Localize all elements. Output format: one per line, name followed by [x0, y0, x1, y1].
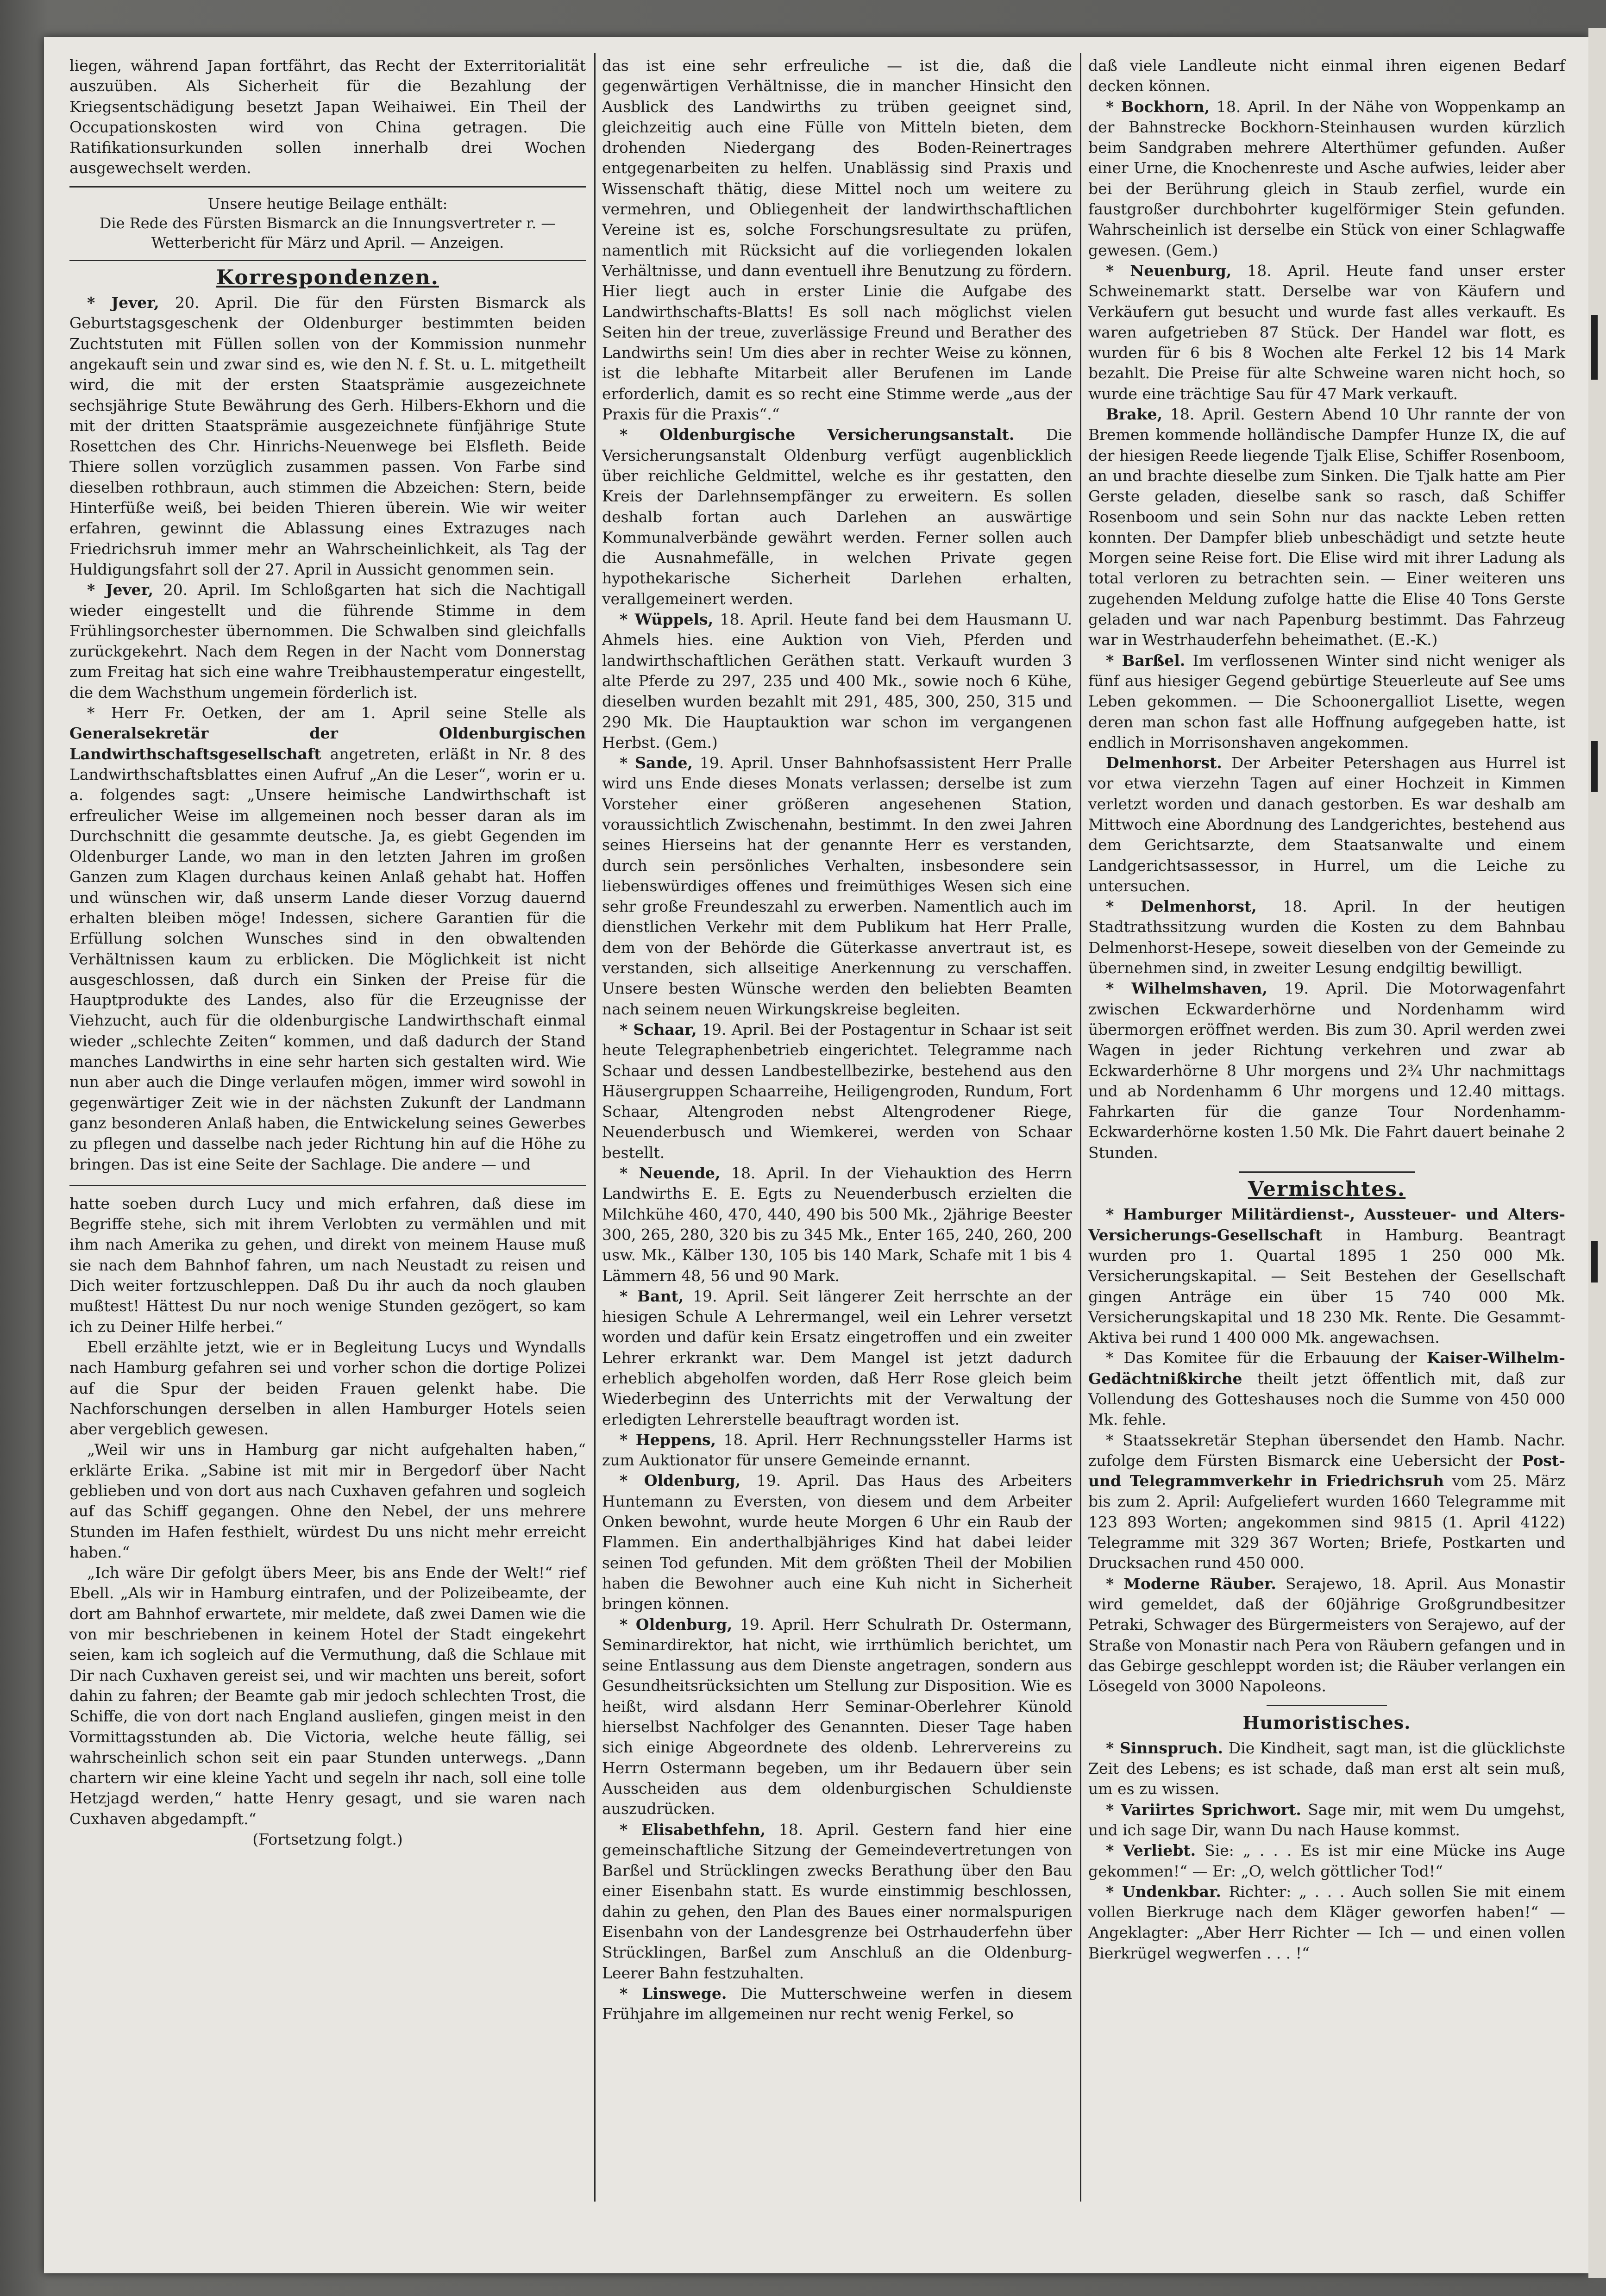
- article-body: Die Versicherungsanstalt Oldenburg verfügt augenblicklich über reichliche Geldmittel, welche es ihr gestatten, den Kreis der Darlehnsempfänger zu erweitern. Es sollen deshalb fortan auch Darlehen an auswärtige Kommunalverbände gewährt werden. Ferner sollen auch die Ausnahmefälle, in welchen Private gegen hypothekarische Sicherheit Darlehen erhalten, verallgemeinert werden.: [602, 425, 1073, 608]
- article-emphasis: Generalsekretär der Oldenburgischen Landwirthschaftsgesellschaft: [69, 724, 586, 763]
- adjacent-page-edge: [1588, 28, 1606, 2278]
- article-body: Im verflossenen Winter sind nicht weniger als fünf aus hiesiger Gegend gebürtige Steuerleute auf See ums Leben gekommen. — Die Schoonergalliot Lisette, wegen deren man schon fast alle Hoffnung aufgegeben hatte, ist endlich in Morrisonshaven angekommen.: [1088, 651, 1565, 751]
- article-lead: * Barßel.: [1106, 651, 1186, 669]
- article-lead: * Bockhorn,: [1106, 97, 1210, 116]
- article-lead: Delmenhorst.: [1106, 754, 1222, 772]
- article-lead: * Sinnspruch.: [1106, 1739, 1223, 1757]
- article-moderne-raeuber: [1088, 1574, 1565, 1697]
- article-body: 19. April. Die Motorwagenfahrt zwischen Eckwarderhörne und Nordenhamm wird übermorgen eröffnet werden. Bis zum 30. April werden zwei Wagen in jeder Richtung verkehren und zwar ab Eckwarderhörne 8 Uhr morgens und 2¾ Uhr nachmittags und ab Nordenhamm 6 Uhr morgens und 12.40 mittags. Fahrkarten für die ganze Tour Nordenhamm-Eckwarderhörne kosten 1.50 Mk. Die Fahrt dauert beinahe 2 Stunden.: [1088, 979, 1565, 1162]
- divider: [1239, 1171, 1415, 1173]
- article-barssel: [1088, 651, 1565, 753]
- article-linswege: [602, 1983, 1072, 2025]
- article-continuation: daß viele Landleute nicht einmal ihren eigenen Bedarf decken können.: [1088, 56, 1565, 95]
- article-stephan: [1088, 1430, 1565, 1574]
- article-lead: * Heppens,: [620, 1430, 716, 1449]
- article-body: 18. April. Heute fand unser erster Schweinemarkt statt. Derselbe war von Käufern und Verkäufern gut besucht und wurde fast alles verkauft. Es waren aufgetrieben 87 Stück. Der Handel war flott, es wurden für 6 bis 8 Wochen alte Ferkel 12 bis 14 Mark bezahlt. Die Preise für alte Schweine waren nicht hoch, so wurde eine trächtige Sau für 47 Mark verkauft.: [1088, 261, 1565, 403]
- article-body: 19. April. Seit längerer Zeit herrschte an der hiesigen Schule A Lehrermangel, weil ein Lehrer versetzt worden und dafür kein Ersatz eingetroffen und ein zweiter Lehrer erkrankt war. Dem Mangel ist jetzt dadurch erheblich abgeholfen worden, daß Herr Rose gleich beim Wiederbeginn des Unterrichts mit der Verwaltung der erledigten Lehrerstelle beauftragt worden ist.: [602, 1287, 1072, 1428]
- joke-undenkbar: [1088, 1882, 1565, 1964]
- article-neuenburg: [1088, 261, 1565, 404]
- article-body: * Das Komitee für die Erbauung der: [1106, 1349, 1417, 1367]
- article-jever-1: [69, 293, 586, 580]
- article-body: Richter: „ . . . Auch sollen Sie mit einem vollen Bierkruge nach dem Kläger geworfen haben!“ — Angeklagter: „Aber Herr Richter — Ich — und einen vollen Bierkrügel wegwerfen . . . !“: [1088, 1882, 1565, 1962]
- article-lead: * Oldenburg,: [620, 1471, 741, 1490]
- article-brake: [1088, 404, 1565, 651]
- column-rule-1: [594, 53, 596, 2202]
- column-1: [69, 56, 586, 1850]
- article-emphasis: Kaiser-Wilhelm-Gedächtnißkirche: [1088, 1349, 1566, 1388]
- section-heading-korrespondenzen: Korrespondenzen.: [216, 265, 439, 289]
- joke-sinnspruch: [1088, 1738, 1565, 1800]
- article-lead: * Wüppels,: [620, 610, 714, 629]
- article-gedaechtniskirche: [1088, 1348, 1565, 1430]
- feuilleton-paragraph: „Ich wäre Dir gefolgt übers Meer, bis ans Ende der Welt!“ rief Ebell. „Als wir in Hamburg eintrafen, und der Polizeibeamte, der dort am Bahnhof erwartete, mir meldete, daß zwei Damen wie die von mir beschriebenen in keinem Hotel der Stadt eingekehrt seien, kam ich sogleich auf die Vermuthung, daß die Schlaue mit Dir nach Cuxhaven gereist sei, und wir machten uns bereit, sofort dahin zu fahren; der Beamte gab mir jedoch schlechten Trost, die Schiffe, die von dort nach England ausliefen, gingen meist in den Vormittagsstunden ab. Die Victoria, welche heute fällig, sei wahrscheinlich schon seit ein paar Stunden unterwegs. „Dann chartern wir eine kleine Yacht und segeln ihr nach, soll eine tolle Hetzjagd werden,“ hatte Henry gesagt, und sie waren nach Cuxhaven abgedampft.“: [69, 1564, 586, 1828]
- article-lead: * Linswege.: [620, 1984, 727, 2002]
- section-heading-humoristisches: Humoristisches.: [1242, 1712, 1411, 1733]
- article-body: Die Kindheit, sagt man, ist die glücklichste Zeit des Lebens; es ist schade, daß man erst alt sein muß, um es zu wissen.: [1088, 1739, 1566, 1798]
- article-body: 19. April. Herr Schulrath Dr. Ostermann, Seminardirektor, hat nicht, wie irrthümlich berichtet, um seine Entlassung aus dem Dienste angetragen, sondern aus Gesundheitsrücksichten um Stellung zur Disposition. Wie es heißt, wird alsdann Herr Seminar-Oberlehrer Künold hierselbst Nachfolger des Genannten. Dieser Tage haben sich einige Abgeordnete des oldenb. Lehrervereins zu Herrn Ostermann begeben, um ihr Bedauern über sein Ausscheiden aus dem oldenburgischen Schuldienste auszudrücken.: [602, 1615, 1072, 1818]
- article-delmenhorst-2: [1088, 896, 1565, 978]
- article-body: angetreten, erläßt in Nr. 8 des Landwirthschaftsblattes einen Aufruf „An die Leser“, worin er u. a. folgendes sagt: „Unsere heimische Landwirthschaft ist erfreulicher Weise im allgemeinen noch besser daran als im Durchschnitt die gesammte deutsche. Ja, es giebt Gegenden im Oldenburger Lande, wo man in den letzten Jahren im großen Ganzen zum Klagen durchaus keinen Anlaß gehabt hat. Hoffen und wünschen wir, daß unserm Lande dieser Vorzug dauernd erhalten bleiben möge! Indessen, sichere Garantien für die Erfüllung solchen Wunsches sind in den obwaltenden Verhältnissen kaum zu erblicken. Die Möglichkeit ist nicht ausgeschlossen, daß durch ein Sinken der Preise für die Hauptprodukte des Landes, also für die Erzeugnisse der Viehzucht, auch für die oldenburgische Landwirthschaft einmal wieder „schlechte Zeiten“ kommen, und daß dadurch der Stand manches Landwirths in eine sehr harten sich gestalten wird. Wie nun aber auch die Dinge verlaufen mögen, immer wird sowohl in gegenwärtiger Zeit wie in der nächsten Zukunft der Landmann ganz besonderen Anlaß haben, die Entwickelung seines Gewerbes zu pflegen und dasselbe nach jeder Richtung hin auf die Höhe zu bringen. Das ist eine Seite der Sachlage. Die andere — und: [69, 744, 586, 1173]
- article-lead: * Jever,: [87, 581, 154, 599]
- article-hamburger-versicherung: [1088, 1204, 1565, 1348]
- article-oetken: [69, 703, 586, 1175]
- article-lead: * Jever,: [87, 294, 159, 312]
- intro-text: liegen, während Japan fortfährt, das Recht der Exterritorialität auszuüben. Als Sicherheit für die Bezahlung der Kriegsentschädigung besetzt Japan Weihaiwei. Ein Theil der Occupationskosten wird von China getragen. Die Ratifikationsurkunden sollen innerhalb drei Wochen ausgewechselt werden.: [69, 56, 586, 177]
- article-lead: * Schaar,: [620, 1020, 697, 1039]
- article-body: 20. April. Die für den Fürsten Bismarck als Geburtstagsgeschenk der Oldenburger bestimmten beiden Zuchtstuten mit Füllen sollen von der Kommission nunmehr angekauft sein und zwar sind es, wie den N. f. St. u. L. mitgetheilt wird, die mit der ersten Staatsprämie ausgezeichnete sechsjährige Stute Bewährung des Gerh. Hilbers-Ekhorn und die mit der dritten Staatsprämie ausgezeichnete fünfjährige Stute Rosettchen des Chr. Hinrichs-Neuenwege bei Elsfleth. Beide Thiere sollen vorzüglich zusammen passen. Von Farbe sind dieselben rothbraun, auch stimmen die Abzeichen: Stern, beide Hinterfüße weiß, bei beiden Thieren überein. Wie wir weiter erfahren, gewinnt die Ablassung eines Extrazuges nach Friedrichsruh immer mehr an Wahrscheinlichkeit, als Tag der Huldigungsfahrt soll der 27. April in Aussicht genommen sein.: [69, 294, 586, 578]
- feuilleton-paragraph: „Weil wir uns in Hamburg gar nicht aufgehalten haben,“ erklärte Erika. „Sabine ist mit mir in Bergedorf über Nacht geblieben und von dort aus nach Cuxhaven gefahren und sogleich auf das Schiff gegangen. Ohne den Nebel, der uns mehrere Stunden im Hafen festhielt, würdest Du uns nicht mehr erreicht haben.“: [69, 1440, 586, 1561]
- article-lead: * Neuenburg,: [1106, 261, 1232, 280]
- article-emphasis: Post- und Telegrammverkehr in Friedrichsruh: [1088, 1451, 1565, 1490]
- article-heppens: [602, 1430, 1072, 1471]
- article-body: * Staatssekretär Stephan übersendet den Hamb. Nachr. zufolge dem Fürsten Bismarck eine Uebersicht der: [1088, 1431, 1565, 1470]
- article-delmenhorst-1: [1088, 753, 1565, 896]
- article-body: * Herr Fr. Oetken, der am 1. April seine Stelle als: [87, 704, 586, 722]
- article-wilhelmshaven: [1088, 978, 1565, 1163]
- article-oldenburg-1: [602, 1470, 1072, 1614]
- article-body: 19. April. Bei der Postagentur in Schaar ist seit heute Telegraphenbetrieb eingerichtet. Telegramme nach Schaar und dessen Landbestellbezirke, bestehend aus den Häusergruppen Schaarreihe, Heiligengroden, Rundum, Fort Schaar, Altengroden nebst Altengrodener Riege, Neuenderbusch und Wiemkerei, werden von Schaar bestellt.: [602, 1020, 1072, 1162]
- article-body: 18. April. Gestern Abend 10 Uhr rannte der von Bremen kommende holländische Dampfer Hunze IX, die auf der hiesigen Reede liegende Tjalk Elise, Schiffer Rosenboom, an und brachte dieselbe zum Sinken. Die Tjalk hatte am Pier Gerste geladen, dieselbe sank so rasch, daß Schiffer Rosenboom und sein Sohn nur das nackte Leben retten konnten. Der Dampfer blieb unbeschädigt und setzte heute Morgen seine Reise fort. Die Elise wird mit ihrer Ladung als total verloren zu betrachten sein. — Einer weiteren uns zugehenden Meldung zufolge hatte die Elise 40 Tons Gerste geladen und war nach Papenburg bestimmt. Das Fahrzeug war in Westrhauderfehn beheimathet. (E.-K.): [1088, 405, 1565, 649]
- supplement-title: Unsere heutige Beilage enthält:: [207, 194, 448, 213]
- article-sande: [602, 753, 1072, 1020]
- article-body: 18. April. Heute fand bei dem Hausmann U. Ahmels hies. eine Auktion von Vieh, Pferden und landwirthschaftlichen Geräthen statt. Verkauft wurden 3 alte Pferde zu 297, 235 und 400 Mk., sowie noch 6 Kühe, dieselben wurden bezahlt mit 291, 485, 300, 250, 315 und 290 Mk. Die Hauptauktion war schon im vergangenen Herbst. (Gem.): [602, 610, 1072, 751]
- article-body: Die Mutterschweine werfen in diesem Frühjahre im allgemeinen nur recht wenig Ferkel, so: [602, 1984, 1072, 2023]
- article-lead: * Moderne Räuber.: [1106, 1574, 1276, 1593]
- feuilleton-paragraph: Ebell erzählte jetzt, wie er in Begleitung Lucys und Wyndalls nach Hamburg gefahren sei und vorher schon die dortige Polizei auf die Spur der beiden Frauen gelenkt habe. Die Nachforschungen derselben in allen Hamburger Hotels seien aber vergeblich gewesen.: [69, 1338, 586, 1439]
- column-rule-2: [1080, 53, 1081, 2202]
- article-body: Der Arbeiter Petershagen aus Hurrel ist vor etwa vierzehn Tagen auf einer Hochzeit in Kimmen verletzt worden und danach gestorben. Es war deshalb am Mittwoch eine Abordnung des Landgerichtes, bestehend aus dem Gerichtsarzte, dem Staatsanwalte und einem Landgerichtsassessor, in Hurrel, um die Leiche zu untersuchen.: [1088, 754, 1565, 895]
- article-lead: * Variirtes Sprichwort.: [1106, 1800, 1301, 1819]
- article-lead: * Verliebt.: [1106, 1841, 1196, 1860]
- article-body: 18. April. Herr Rechnungssteller Harms ist zum Auktionator für unsere Gemeinde ernannt.: [602, 1430, 1073, 1470]
- article-lead: * Wilhelmshaven,: [1106, 979, 1267, 998]
- article-jever-2: [69, 580, 586, 703]
- article-body: Serajewo, 18. April. Aus Monastir wird gemeldet, daß der 60jährige Großgrundbesitzer Petraki, Schwager des Bürgermeisters von Serajewo, auf der Straße von Monastir nach Pera von Räubern gefangen und in das Gebirge geschleppt worden ist; die Räuber verlangen ein Lösegeld von 3000 Napoleons.: [1088, 1574, 1565, 1695]
- article-bant: [602, 1286, 1072, 1430]
- article-lead: * Neuende,: [620, 1164, 721, 1182]
- article-body: vom 25. März bis zum 2. April: Aufgeliefert wurden 1660 Telegramme mit 123 893 Worten; angekommen sind 9815 (1. April 4122) Telegramme mit 329 367 Worten; Briefe, Postkarten und Drucksachen rund 450 000.: [1088, 1472, 1565, 1572]
- article-versicherungsanstalt: [602, 425, 1072, 609]
- article-body: 18. April. In der Nähe von Woppenkamp an der Bahnstrecke Bockhorn-Steinhausen wurden kürzlich beim Sandgraben mehrere Alterthümer gefunden. Außer einer Urne, die Knochenreste und Asche aufwies, leider aber bei der Berührung gleich in Staub zerfiel, wurde ein faustgroßer durchbohrter kugelförmiger Stein gefunden. Wahrscheinlich ist derselbe ein Stück von einer Schlagwaffe gewesen. (Gem.): [1088, 97, 1565, 259]
- article-bockhorn: [1088, 97, 1565, 261]
- divider: [1267, 1705, 1387, 1706]
- joke-verliebt: [1088, 1840, 1565, 1882]
- article-body: 19. April. Unser Bahnhofsassistent Herr Pralle wird uns Ende dieses Monats verlassen; derselbe ist zum Vorsteher einer größeren angesehenen Station, voraussichtlich Zwischenahn, bestimmt. In den zwei Jahren seines Hierseins hat der genannte Herr es verstanden, durch sein persönliches Verhalten, insbesondere sein liebenswürdiges offenes und freimüthiges Wesen sich eine sehr große Freundeszahl zu erwerben. Namentlich auch im dienstlichen Verkehr mit dem Publikum hat Herr Pralle, dem von der Behörde die Güterkasse anvertraut ist, es verstanden, sich allseitige Anerkennung zu verschaffen. Unsere besten Wünsche werden den beliebten Beamten nach seinem neuen Wirkungskreise begleiten.: [602, 754, 1072, 1018]
- article-body: theilt jetzt öffentlich mit, daß zur Vollendung des Gotteshauses noch die Summe von 450 000 Mk. fehle.: [1088, 1369, 1565, 1429]
- divider: [69, 186, 586, 188]
- article-body: 18. April. In der heutigen Stadtrathssitzung wurden die Kosten zu dem Bahnbau Delmenhorst-Hesepe, soweit dieselben von der Gemeinde zu übernehmen sind, in zweiter Lesung endgiltig bewilligt.: [1088, 897, 1565, 977]
- article-lead: * Elisabethfehn,: [620, 1820, 766, 1839]
- article-body: 18. April. In der Viehauktion des Herrn Landwirths E. E. Egts zu Neuenderbusch erzielten die Milchkühe 460, 470, 440, 490 bis 500 Mk., 2jährige Beester 300, 265, 280, 320 bis zu 345 Mk., Enter 165, 240, 260, 200 usw. Mk., Kälber 130, 105 bis 140 Mark, Schafe mit 1 bis 4 Lämmern 48, 56 und 90 Mark.: [602, 1164, 1072, 1285]
- article-lead: * Oldenburg,: [620, 1615, 733, 1633]
- column-2: [602, 56, 1072, 2025]
- feuilleton-divider: [69, 1185, 586, 1186]
- article-lead: * Sande,: [620, 754, 693, 772]
- article-body: 19. April. Das Haus des Arbeiters Huntemann zu Eversten, von diesem und dem Arbeiter Onken bewohnt, wurde heute Morgen 6 Uhr ein Raub der Flammen. Ein anderthalbjähriges Kind hat dabei leider seinen Tod gefunden. Mit dem größten Theil der Mobilien haben die Bewohner auch eine Kuh nicht in Sicherheit bringen können.: [602, 1471, 1073, 1613]
- supplement-contents: Die Rede des Fürsten Bismarck an die Innungsvertreter r. — Wetterbericht für März und April. — Anzeigen.: [99, 214, 556, 251]
- article-lead: * Delmenhorst,: [1106, 897, 1257, 916]
- article-lead: * Bant,: [620, 1287, 684, 1305]
- article-lead: * Oldenburgische Versicherungsanstalt.: [620, 425, 1015, 444]
- feuilleton-paragraph: hatte soeben durch Lucy und mich erfahren, daß diese im Begriffe stehe, sich mit ihrem Verlobten zu vermählen und mit ihm nach Amerika zu gehen, und direkt von meinem Hause muß sie nach dem Bahnhof fahren, um nach Neustadt zu reisen und Dich weiter fortzuschleppen. Daß Du ihr auch da noch glauben mußtest! Hättest Du nur noch wenige Stunden gezögert, so kam ich zu Deiner Hilfe herbei.“: [69, 1194, 586, 1336]
- article-body: in Hamburg. Beantragt wurden pro 1. Quartal 1895 1 250 000 Mk. Versicherungskapital. — Seit Bestehen der Gesellschaft gingen Anträge ein über 15 740 000 Mk. Versicherungskapital und 18 230 Mk. Rente. Die Gesammt-Aktiva bei rund 1 400 000 Mk. angewachsen.: [1088, 1226, 1565, 1347]
- continuation-note: (Fortsetzung folgt.): [252, 1830, 403, 1849]
- divider: [69, 260, 586, 261]
- article-lead: * Undenkbar.: [1106, 1882, 1221, 1901]
- article-body: 18. April. Gestern fand hier eine gemeinschaftliche Sitzung der Gemeindevertretungen von Barßel und Strücklingen zwecks Berathung über den Bau einer Eisenbahn statt. Es wurde einstimmig beschlossen, dahin zu gehen, den Plan des Baues einer normalspurigen Eisenbahn von der Landesgrenze bei Ostrhauderfehn über Strücklingen, Barßel zum Anschluß an die Oldenburg-Leerer Bahn festzuhalten.: [602, 1820, 1072, 1982]
- article-continuation: das ist eine sehr erfreuliche — ist die, daß die gegenwärtigen Verhältnisse, die in mancher Hinsicht den Ausblick des Landwirths zu trüben geeignet sind, gleichzeitig auch eine Fülle von Mitteln bieten, dem drohenden Niedergang des Boden-Reinertrages entgegenarbeiten zu helfen. Unablässig sind Praxis und Wissenschaft thätig, diese Mittel noch um weitere zu vermehren, und Obliegenheit der landwirthschaftlichen Vereine ist es, solche Forschungsresultate zu prüfen, namentlich mit Rücksicht auf die vorliegenden lokalen Verhältnisse, und dann eventuell ihre Benutzung zu fördern. Hier liegt auch in erster Linie die Aufgabe des Landwirthschafts-Blatts! Es soll nach möglichst vielen Seiten hin der treue, zuverlässige Freund und Berather des Landwirths sein! Um dies aber in rechter Weise zu können, ist die lebhafte Mitarbeit aller Berufenen im Lande erforderlich, damit es so recht eine Stimme werde „aus der Praxis für die Praxis“.“: [602, 56, 1072, 424]
- section-heading-vermischtes: Vermischtes.: [1248, 1177, 1406, 1201]
- article-body: 20. April. Im Schloßgarten hat sich die Nachtigall wieder eingestellt und die führende Stimme in dem Frühlingsorchester übernommen. Die Schwalben sind gleichfalls zurückgekehrt. Nach dem Regen in der Nacht vom Donnerstag zum Freitag hat sich eine wahre Treibhaustemperatur eingestellt, die dem Wachsthum ungemein förderlich ist.: [69, 581, 586, 701]
- article-lead: * Hamburger Militärdienst-, Aussteuer- und Alters-Versicherungs-Gesellschaft: [1088, 1205, 1565, 1244]
- article-body: Sie: „ . . . Es ist mir eine Mücke ins Auge gekommen!“ — Er: „O, welch göttlicher Tod!“: [1088, 1841, 1565, 1880]
- joke-sprichwort: [1088, 1800, 1565, 1841]
- column-3: [1088, 56, 1565, 1964]
- article-body: Sage mir, mit wem Du umgehst, und ich sage Dir, wann Du nach Hause kommst.: [1088, 1800, 1565, 1839]
- article-oldenburg-2: [602, 1614, 1072, 1820]
- article-lead: Brake,: [1106, 405, 1163, 424]
- article-elisabethfehn: [602, 1820, 1072, 1983]
- article-wueppels: [602, 609, 1072, 753]
- article-schaar: [602, 1020, 1072, 1163]
- article-neuende: [602, 1163, 1072, 1286]
